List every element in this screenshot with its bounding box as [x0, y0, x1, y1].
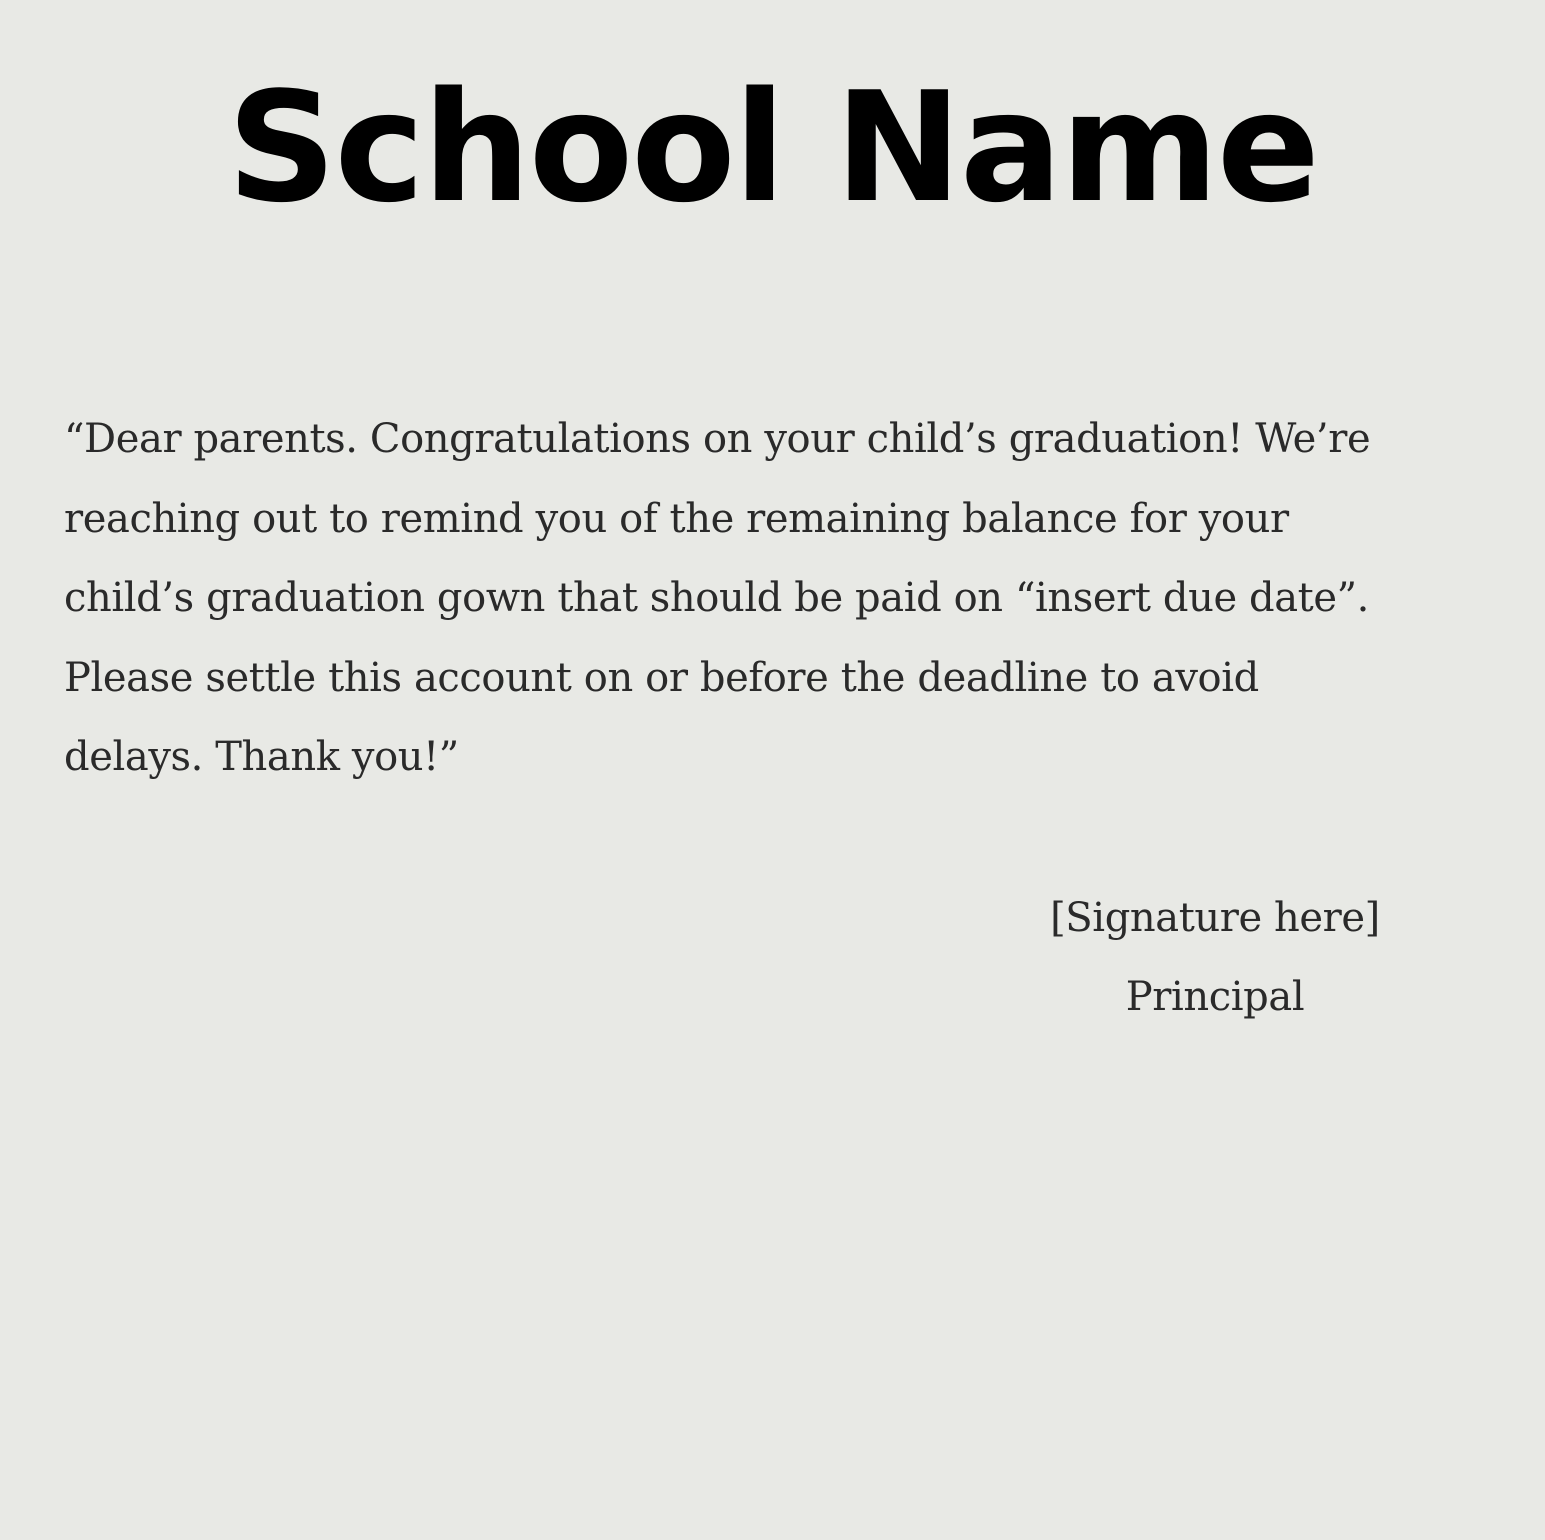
letter-line: “Dear parents. Congratulations on your child’s graduation! We’re: [64, 416, 1371, 462]
letter-line: Please settle this account on or before the deadline to avoid: [64, 654, 1259, 701]
signature-block: [1040, 879, 1390, 1037]
letter-line: delays. Thank you!”: [64, 734, 459, 780]
signature-placeholder: [Signature here]: [1050, 895, 1380, 941]
signature-role: Principal: [1125, 974, 1305, 1020]
letter-body: [64, 400, 1409, 798]
school-name-title: School Name: [227, 59, 1318, 236]
letter-line: reaching out to remind you of the remaining balance for your: [64, 495, 1289, 542]
letter-line: child’s graduation gown that should be paid on “insert due date”.: [64, 575, 1369, 621]
